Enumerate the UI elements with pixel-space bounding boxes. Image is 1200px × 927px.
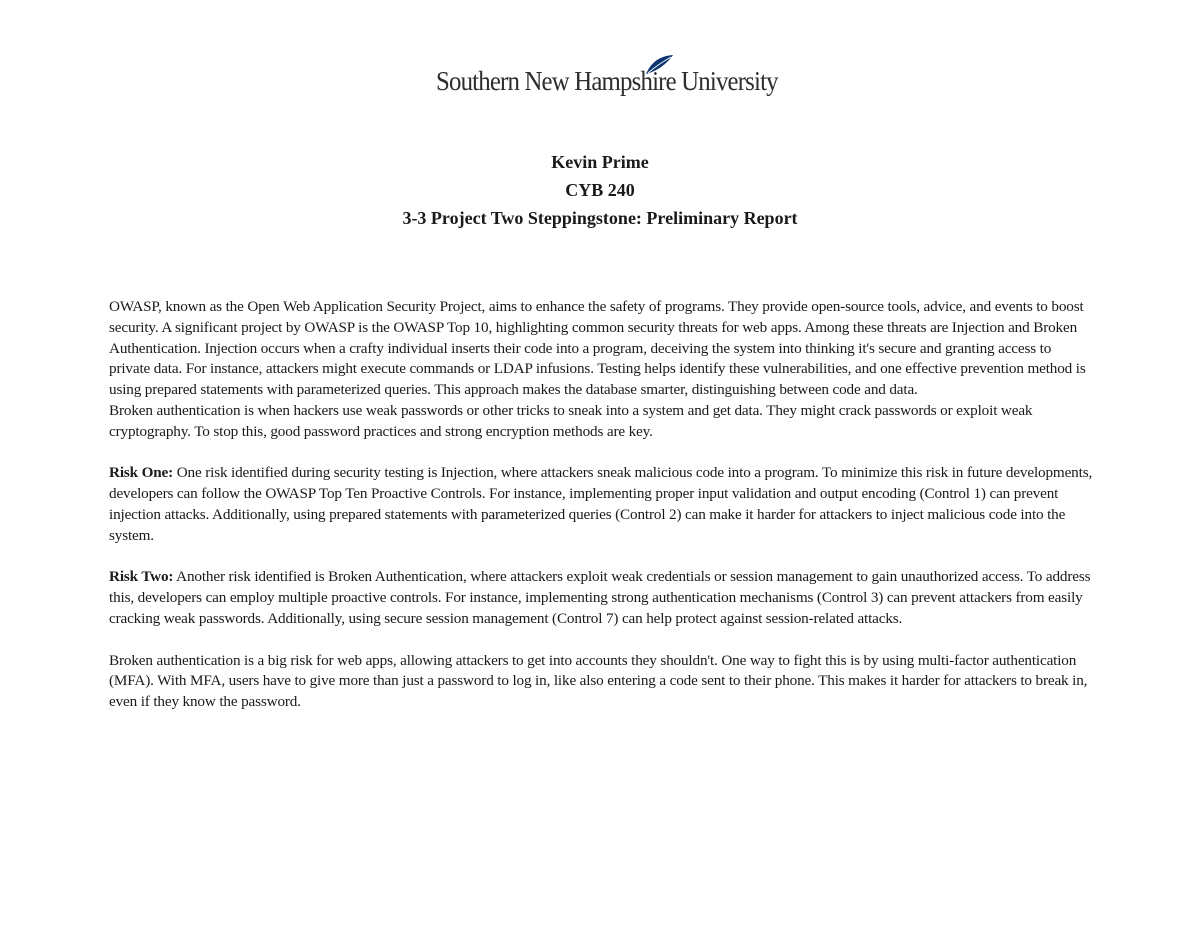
broken-auth-paragraph: Broken authentication is when hackers use weak passwords or other tricks to sneak into a system and get data. They might crack passwords or exploit weak cryptography. To stop this, good password practices and strong encryption methods are key. [109, 401, 1033, 440]
paragraph-gap [109, 630, 1094, 651]
mfa-paragraph: Broken authentication is a big risk for web apps, allowing attackers to get into accounts they shouldn't. One way to fight this is by using multi-factor authentication (MFA). With MFA, users have to give more than just a password to log in, like also entering a code sent to their phone. This makes it harder for attackers to break in, even if they know the password. [109, 651, 1088, 711]
title-block [0, 148, 1200, 232]
risk-one-label: Risk One: [109, 464, 174, 482]
author-name: Kevin Prime [551, 152, 649, 172]
risk-two-paragraph [109, 567, 1094, 629]
report-body [109, 297, 1094, 713]
logo-text: Southern New Hampshire University [436, 66, 778, 96]
risk-two-text: Another risk identified is Broken Authentication, where attackers exploit weak credentials or session management to gain unauthorized access. To address this, developers can employ multiple proactive controls. For instance, implementing strong authentication mechanisms (Control 3) can prevent attackers from easily cracking weak passwords. Additionally, using secure session management (Control 7) can help protect against session-related attacks. [109, 568, 1091, 627]
intro-paragraph: OWASP, known as the Open Web Application Security Project, aims to enhance the safety of programs. They provide open-source tools, advice, and events to boost security. A significant project by OWASP is the OWASP Top 10, highlighting common security threats for web apps. Among these threats are Injection and Broken Authentication. Injection occurs when a crafty individual inserts their code into a program, deceiving the system into thinking it's secure and granting access to private data. For instance, attackers might execute commands or LDAP infusions. Testing helps identify these vulnerabilities, and one effective prevention method is using prepared statements with parameterized queries. This approach makes the database smarter, distinguishing between code and data. [109, 298, 1086, 399]
paragraph-gap [109, 547, 1094, 568]
risk-one-text: One risk identified during security testing is Injection, where attackers sneak malicious code into a program. To minimize this risk in future developments, developers can follow the OWASP Top Ten Proactive Controls. For instance, implementing proper input validation and output encoding (Control 1) can prevent injection attacks. Additionally, using prepared statements with parameterized queries (Control 2) can make it harder for attackers to inject malicious code into the system. [109, 464, 1093, 544]
risk-one-paragraph [109, 463, 1094, 546]
risk-two-label: Risk Two: [109, 568, 174, 586]
course-code: CYB 240 [565, 180, 635, 200]
snhu-logo [436, 54, 778, 104]
assignment-title: 3-3 Project Two Steppingstone: Preliminary Report [402, 208, 798, 228]
paragraph-gap [109, 443, 1094, 464]
